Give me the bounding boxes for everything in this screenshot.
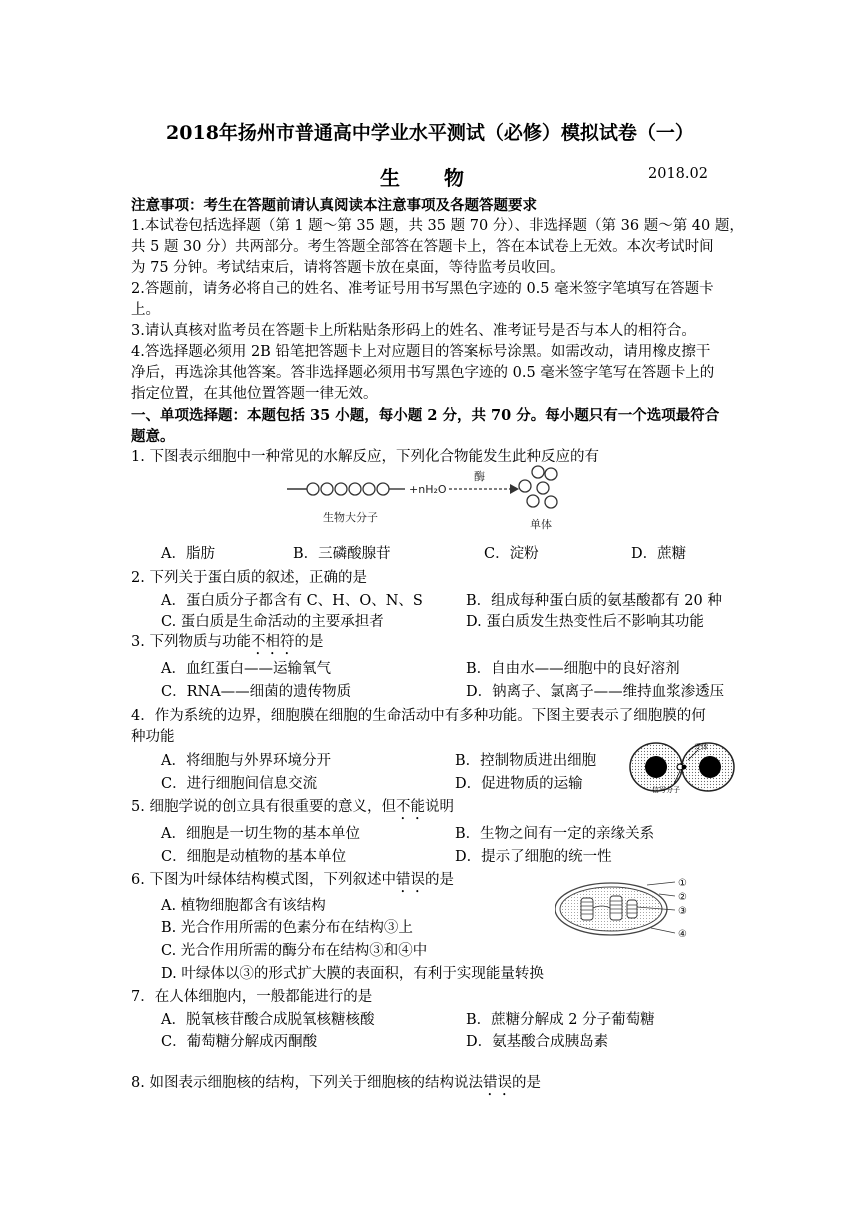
q6-option-b: B. 光合作用所需的色素分布在结构③上: [161, 920, 413, 936]
enzyme-label: 酶: [474, 470, 485, 483]
q3-option-c: C．RNA——细菌的遗传物质: [161, 684, 352, 700]
subject-title: 生物: [380, 166, 508, 190]
q5-option-d: D．提示了细胞的统一性: [455, 849, 612, 865]
section1-heading-line1: 一、单项选择题：本题包括 35 小题，每小题 2 分，共 70 分。每小题只有一个选项最符合: [131, 407, 720, 424]
chloroplast-diagram: [555, 872, 705, 940]
notice-item4-line2: 净后，再选涂其他答案。答非选择题必须用书写黑色字迹的 0.5 毫米签字笔写在答题卡上的: [131, 365, 715, 381]
q3-option-d: D．钠离子、氯离子——维持血浆渗透压: [466, 684, 725, 700]
q7-option-a: A．脱氧核苷酸合成脱氧核糖核酸: [161, 1012, 375, 1028]
q4-option-a: A．将细胞与外界环境分开: [161, 753, 331, 769]
exam-title: 2018年扬州市普通高中学业水平测试（必修）模拟试卷（一）: [166, 122, 694, 144]
exam-date: 2018.02: [648, 166, 708, 182]
q6-option-a: A. 植物细胞都含有该结构: [161, 898, 326, 914]
q2-option-d: D. 蛋白质发生热变性后不影响其功能: [466, 614, 704, 630]
q7-stem: 7．在人体细胞内，一般都能进行的是: [131, 989, 373, 1005]
q2-option-a: A．蛋白质分子都含有 C、H、O、N、S: [161, 593, 423, 609]
q3-stem: 3. 下列物质与功能不相符的是: [131, 634, 324, 650]
q1-option-a: A．脂肪: [161, 546, 215, 562]
q3-option-b: B．自由水——细胞中的良好溶剂: [466, 661, 680, 677]
notice-item2-line1: 2.答题前，请务必将自己的姓名、准考证号用书写黑色字迹的 0.5 毫米签字笔填写在答题卡: [131, 281, 714, 297]
q4-stem-line1: 4．作为系统的边界，细胞膜在细胞的生命活动中有多种功能。下图主要表示了细胞膜的何: [131, 708, 706, 724]
q4-option-b: B．控制物质进出细胞: [455, 753, 597, 769]
notice-item1-line1: 1.本试卷包括选择题（第 1 题～第 35 题，共 35 题 70 分）、非选择题（第 36 题～第 40 题，: [131, 218, 744, 234]
hydrolysis-diagram: [285, 462, 585, 532]
q5-option-c: C．细胞是动植物的基本单位: [161, 849, 347, 865]
label-2: ②: [678, 892, 687, 903]
label-4: ④: [678, 929, 687, 940]
q7-option-b: B．蔗糖分解成 2 分子葡萄糖: [466, 1012, 655, 1028]
signal-molecule-label: 信号分子: [652, 786, 680, 794]
q7-option-d: D．氨基酸合成胰岛素: [466, 1034, 609, 1050]
notice-item1-line2: 共 5 题 30 分）共两部分。考生答题全部答在答题卡上，答在本试卷上无效。本次考试时间: [131, 239, 714, 255]
receptor-label: 受体: [694, 743, 708, 751]
notice-item4-line1: 4.答选择题必须用 2B 铅笔把答题卡上对应题目的答案标号涂黑。如需改动，请用橡皮擦干: [131, 344, 711, 360]
q8-stem: 8. 如图表示细胞核的结构，下列关于细胞核的结构说法错误的是: [131, 1075, 541, 1091]
q5-option-b: B．生物之间有一定的亲缘关系: [455, 826, 655, 842]
section1-heading-line2: 题意。: [131, 428, 175, 445]
q2-stem: 2. 下列关于蛋白质的叙述，正确的是: [131, 570, 367, 586]
label-3: ③: [678, 906, 687, 917]
q5-stem: 5. 细胞学说的创立具有很重要的意义，但不能说明: [131, 799, 454, 815]
q5-option-a: A．细胞是一切生物的基本单位: [161, 826, 360, 842]
q2-option-b: B．组成每种蛋白质的氨基酸都有 20 种: [466, 593, 722, 609]
q4-option-d: D．促进物质的运输: [455, 776, 583, 792]
macromolecule-label: 生物大分子: [323, 511, 378, 524]
monomer-label: 单体: [530, 518, 552, 531]
q2-option-c: C. 蛋白质是生命活动的主要承担者: [161, 614, 384, 630]
notice-item2-line2: 上。: [131, 302, 160, 318]
q3-option-a: A．血红蛋白——运输氧气: [161, 661, 331, 677]
notice-item3: 3.请认真核对监考员在答题卡上所粘贴条形码上的姓名、准考证号是否与本人的相符合。: [131, 323, 696, 339]
notice-item4-line3: 指定位置，在其他位置答题一律无效。: [131, 386, 378, 402]
label-1: ①: [678, 878, 687, 889]
notice-heading: 注意事项：考生在答题前请认真阅读本注意事项及各题答题要求: [131, 197, 537, 214]
q6-option-d: D. 叶绿体以③的形式扩大膜的表面积，有利于实现能量转换: [161, 966, 544, 982]
q4-option-c: C．进行细胞间信息交流: [161, 776, 318, 792]
q1-option-b: B．三磷酸腺苷: [293, 546, 391, 562]
notice-item1-line3: 为 75 分钟。考试结束后，请将答题卡放在桌面，等待监考员收回。: [131, 260, 565, 276]
q4-stem-line2: 种功能: [131, 729, 175, 745]
q6-option-c: C. 光合作用所需的酶分布在结构③和④中: [161, 943, 428, 959]
q7-option-c: C．葡萄糖分解成丙酮酸: [161, 1034, 318, 1050]
q6-stem: 6. 下图为叶绿体结构模式图，下列叙述中错误的是: [131, 872, 454, 888]
q1-option-c: C．淀粉: [484, 546, 539, 562]
q1-option-d: D．蔗糖: [631, 546, 687, 562]
cell-signaling-diagram: [628, 738, 738, 796]
water-label: +nH₂O: [409, 483, 447, 496]
q1-stem: 1. 下图表示细胞中一种常见的水解反应，下列化合物能发生此种反应的有: [131, 449, 599, 465]
